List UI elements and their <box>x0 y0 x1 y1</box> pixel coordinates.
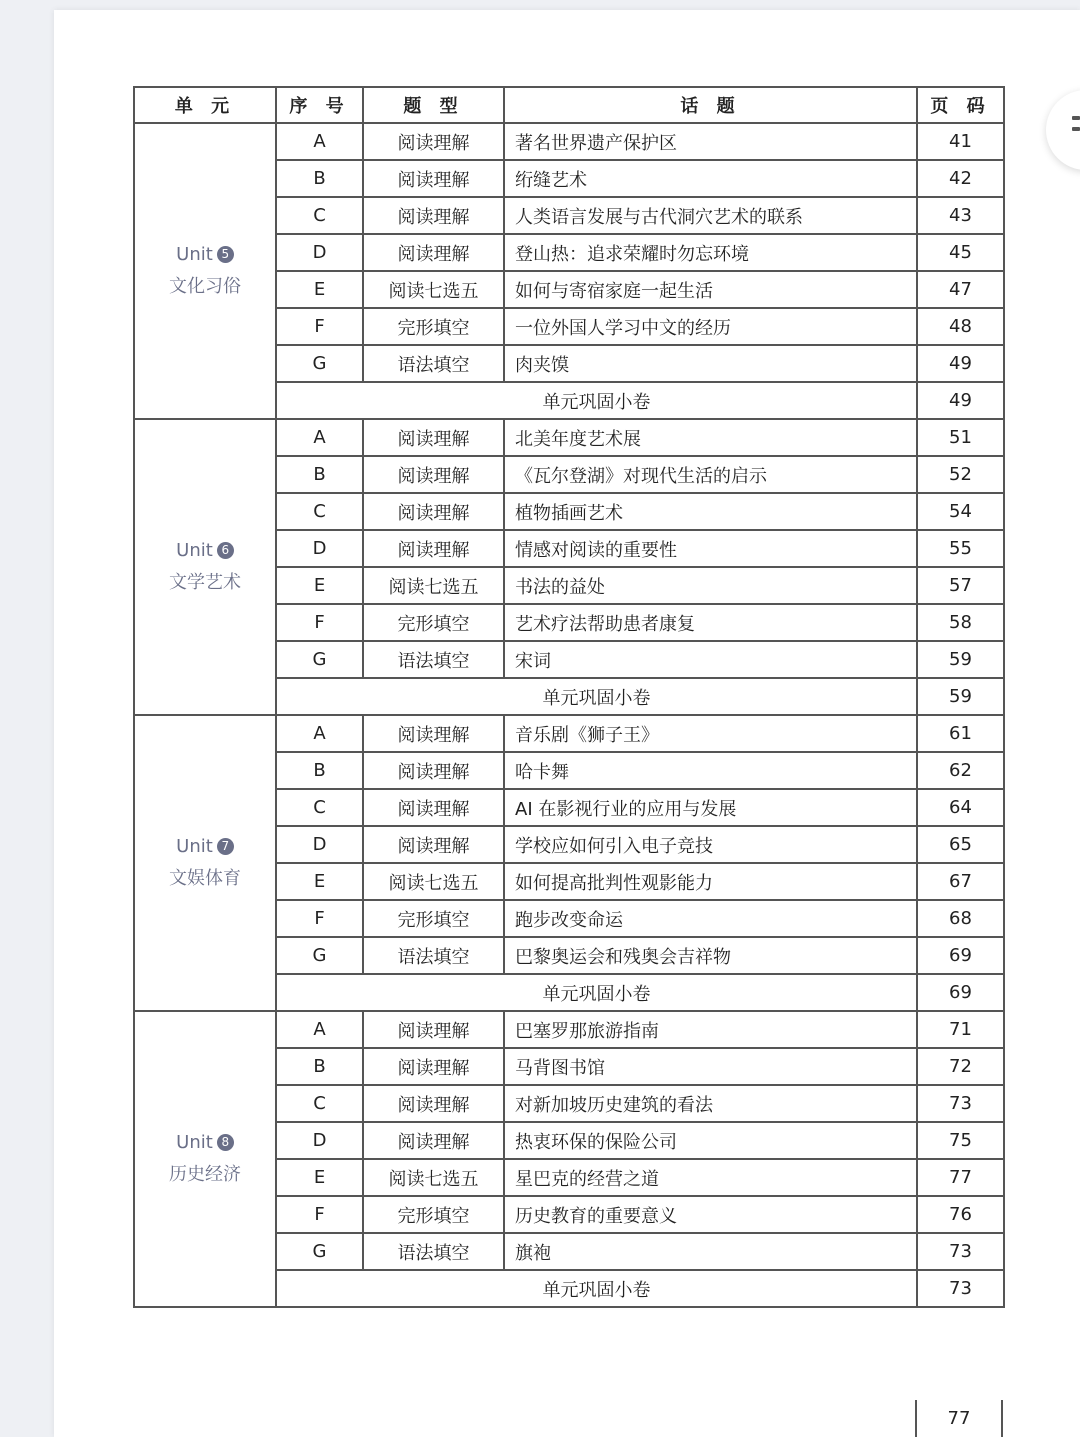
topic-cell: 北美年度艺术展 <box>504 419 917 456</box>
page-cell: 69 <box>917 937 1004 974</box>
type-cell: 阅读理解 <box>363 752 504 789</box>
unit-name: 文化习俗 <box>169 276 241 297</box>
page-cell: 73 <box>917 1233 1004 1270</box>
unit-name: 文娱体育 <box>169 868 241 889</box>
type-cell: 阅读七选五 <box>363 567 504 604</box>
page-cell: 54 <box>917 493 1004 530</box>
unit-label: Unit <box>176 836 213 857</box>
unit-cell <box>134 715 276 1011</box>
type-cell: 完形填空 <box>363 604 504 641</box>
seq-cell: E <box>276 567 363 604</box>
unit-label: Unit <box>176 244 213 265</box>
summary-page: 59 <box>917 678 1004 715</box>
topic-cell: 著名世界遗产保护区 <box>504 123 917 160</box>
header-seq: 序 号 <box>276 87 363 123</box>
seq-cell: A <box>276 419 363 456</box>
page-cell: 76 <box>917 1196 1004 1233</box>
unit-cell <box>134 123 276 419</box>
topic-cell: 人类语言发展与古代洞穴艺术的联系 <box>504 197 917 234</box>
page-cell: 62 <box>917 752 1004 789</box>
page-cell: 55 <box>917 530 1004 567</box>
topic-cell: 历史教育的重要意义 <box>504 1196 917 1233</box>
table-row <box>134 123 1004 160</box>
seq-cell: A <box>276 123 363 160</box>
page-cell: 41 <box>917 123 1004 160</box>
seq-cell: D <box>276 1122 363 1159</box>
summary-label: 单元巩固小卷 <box>276 974 917 1011</box>
topic-cell: 学校应如何引入电子竞技 <box>504 826 917 863</box>
unit-number-badge: 6 <box>217 542 234 559</box>
topic-cell: 一位外国人学习中文的经历 <box>504 308 917 345</box>
seq-cell: B <box>276 160 363 197</box>
type-cell: 阅读理解 <box>363 530 504 567</box>
summary-label: 单元巩固小卷 <box>276 382 917 419</box>
topic-cell: 跑步改变命运 <box>504 900 917 937</box>
seq-cell: G <box>276 641 363 678</box>
type-cell: 语法填空 <box>363 345 504 382</box>
contents-body <box>134 123 1004 1307</box>
unit-title <box>135 1127 275 1159</box>
table-row <box>134 419 1004 456</box>
type-cell: 阅读理解 <box>363 1085 504 1122</box>
topic-cell: 哈卡舞 <box>504 752 917 789</box>
seq-cell: G <box>276 345 363 382</box>
topic-cell: 登山热：追求荣耀时勿忘环境 <box>504 234 917 271</box>
seq-cell: F <box>276 308 363 345</box>
unit-number-badge: 7 <box>217 838 234 855</box>
unit-title <box>135 535 275 567</box>
seq-cell: D <box>276 234 363 271</box>
type-cell: 阅读七选五 <box>363 1159 504 1196</box>
page-cell: 52 <box>917 456 1004 493</box>
type-cell: 阅读理解 <box>363 789 504 826</box>
unit-cell <box>134 1011 276 1307</box>
type-cell: 阅读理解 <box>363 493 504 530</box>
seq-cell: G <box>276 937 363 974</box>
page-cell: 67 <box>917 863 1004 900</box>
table-row <box>134 1011 1004 1048</box>
page-cell: 45 <box>917 234 1004 271</box>
seq-cell: C <box>276 789 363 826</box>
type-cell: 语法填空 <box>363 937 504 974</box>
type-cell: 阅读理解 <box>363 1011 504 1048</box>
seq-cell: B <box>276 752 363 789</box>
page-cell: 48 <box>917 308 1004 345</box>
seq-cell: C <box>276 197 363 234</box>
summary-page: 69 <box>917 974 1004 1011</box>
topic-cell: 热衷环保的保险公司 <box>504 1122 917 1159</box>
type-cell: 阅读理解 <box>363 419 504 456</box>
seq-cell: C <box>276 1085 363 1122</box>
seq-cell: E <box>276 271 363 308</box>
page-cell: 65 <box>917 826 1004 863</box>
page-cell: 72 <box>917 1048 1004 1085</box>
type-cell: 阅读理解 <box>363 715 504 752</box>
type-cell: 阅读理解 <box>363 197 504 234</box>
type-cell: 阅读理解 <box>363 456 504 493</box>
seq-cell: F <box>276 1196 363 1233</box>
topic-cell: 对新加坡历史建筑的看法 <box>504 1085 917 1122</box>
seq-cell: E <box>276 863 363 900</box>
page-cell: 64 <box>917 789 1004 826</box>
page-cell: 73 <box>917 1085 1004 1122</box>
seq-cell: D <box>276 826 363 863</box>
unit-title <box>135 831 275 863</box>
topic-cell: 《瓦尔登湖》对现代生活的启示 <box>504 456 917 493</box>
page-cell: 75 <box>917 1122 1004 1159</box>
seq-cell: B <box>276 456 363 493</box>
type-cell: 阅读理解 <box>363 234 504 271</box>
topic-cell: 如何提高批判性观影能力 <box>504 863 917 900</box>
type-cell: 语法填空 <box>363 1233 504 1270</box>
summary-label: 单元巩固小卷 <box>276 1270 917 1307</box>
page-cell: 43 <box>917 197 1004 234</box>
type-cell: 阅读理解 <box>363 826 504 863</box>
summary-page: 73 <box>917 1270 1004 1307</box>
page-cell: 49 <box>917 345 1004 382</box>
topic-cell: 如何与寄宿家庭一起生活 <box>504 271 917 308</box>
table-row <box>134 715 1004 752</box>
topic-cell: 情感对阅读的重要性 <box>504 530 917 567</box>
topic-cell: 肉夹馍 <box>504 345 917 382</box>
header-unit: 单 元 <box>134 87 276 123</box>
seq-cell: E <box>276 1159 363 1196</box>
page-cell: 68 <box>917 900 1004 937</box>
type-cell: 阅读理解 <box>363 1048 504 1085</box>
contents-table <box>133 86 1005 1308</box>
seq-cell: G <box>276 1233 363 1270</box>
header-topic: 话 题 <box>504 87 917 123</box>
type-cell: 完形填空 <box>363 1196 504 1233</box>
topic-cell: 音乐剧《狮子王》 <box>504 715 917 752</box>
header-type: 题 型 <box>363 87 504 123</box>
topic-cell: 绗缝艺术 <box>504 160 917 197</box>
topic-cell: 宋词 <box>504 641 917 678</box>
topic-cell: 植物插画艺术 <box>504 493 917 530</box>
page-cell: 42 <box>917 160 1004 197</box>
type-cell: 阅读理解 <box>363 123 504 160</box>
type-cell: 阅读理解 <box>363 1122 504 1159</box>
unit-name: 历史经济 <box>169 1164 241 1185</box>
summary-page: 49 <box>917 382 1004 419</box>
seq-cell: C <box>276 493 363 530</box>
topic-cell: 旗袍 <box>504 1233 917 1270</box>
table-header-row <box>134 87 1004 123</box>
topic-cell: AI 在影视行业的应用与发展 <box>504 789 917 826</box>
type-cell: 阅读理解 <box>363 160 504 197</box>
extra-page-number: 77 <box>915 1400 1003 1437</box>
unit-cell <box>134 419 276 715</box>
topic-cell: 星巴克的经营之道 <box>504 1159 917 1196</box>
unit-name: 文学艺术 <box>169 572 241 593</box>
page-cell: 61 <box>917 715 1004 752</box>
type-cell: 完形填空 <box>363 900 504 937</box>
unit-label: Unit <box>176 1132 213 1153</box>
topic-cell: 马背图书馆 <box>504 1048 917 1085</box>
page-cell: 77 <box>917 1159 1004 1196</box>
topic-cell: 巴黎奥运会和残奥会吉祥物 <box>504 937 917 974</box>
summary-label: 单元巩固小卷 <box>276 678 917 715</box>
page-cell: 57 <box>917 567 1004 604</box>
topic-cell: 书法的益处 <box>504 567 917 604</box>
seq-cell: F <box>276 604 363 641</box>
header-page: 页 码 <box>917 87 1004 123</box>
menu-icon <box>1072 116 1080 138</box>
unit-label: Unit <box>176 540 213 561</box>
page-cell: 58 <box>917 604 1004 641</box>
type-cell: 阅读七选五 <box>363 271 504 308</box>
type-cell: 语法填空 <box>363 641 504 678</box>
seq-cell: F <box>276 900 363 937</box>
page-cell: 71 <box>917 1011 1004 1048</box>
page-cell: 59 <box>917 641 1004 678</box>
seq-cell: A <box>276 1011 363 1048</box>
type-cell: 完形填空 <box>363 308 504 345</box>
page-cell: 47 <box>917 271 1004 308</box>
unit-title <box>135 239 275 271</box>
topic-cell: 艺术疗法帮助患者康复 <box>504 604 917 641</box>
unit-number-badge: 8 <box>217 1134 234 1151</box>
seq-cell: D <box>276 530 363 567</box>
topic-cell: 巴塞罗那旅游指南 <box>504 1011 917 1048</box>
seq-cell: B <box>276 1048 363 1085</box>
type-cell: 阅读七选五 <box>363 863 504 900</box>
unit-number-badge: 5 <box>217 246 234 263</box>
page-cell: 51 <box>917 419 1004 456</box>
seq-cell: A <box>276 715 363 752</box>
